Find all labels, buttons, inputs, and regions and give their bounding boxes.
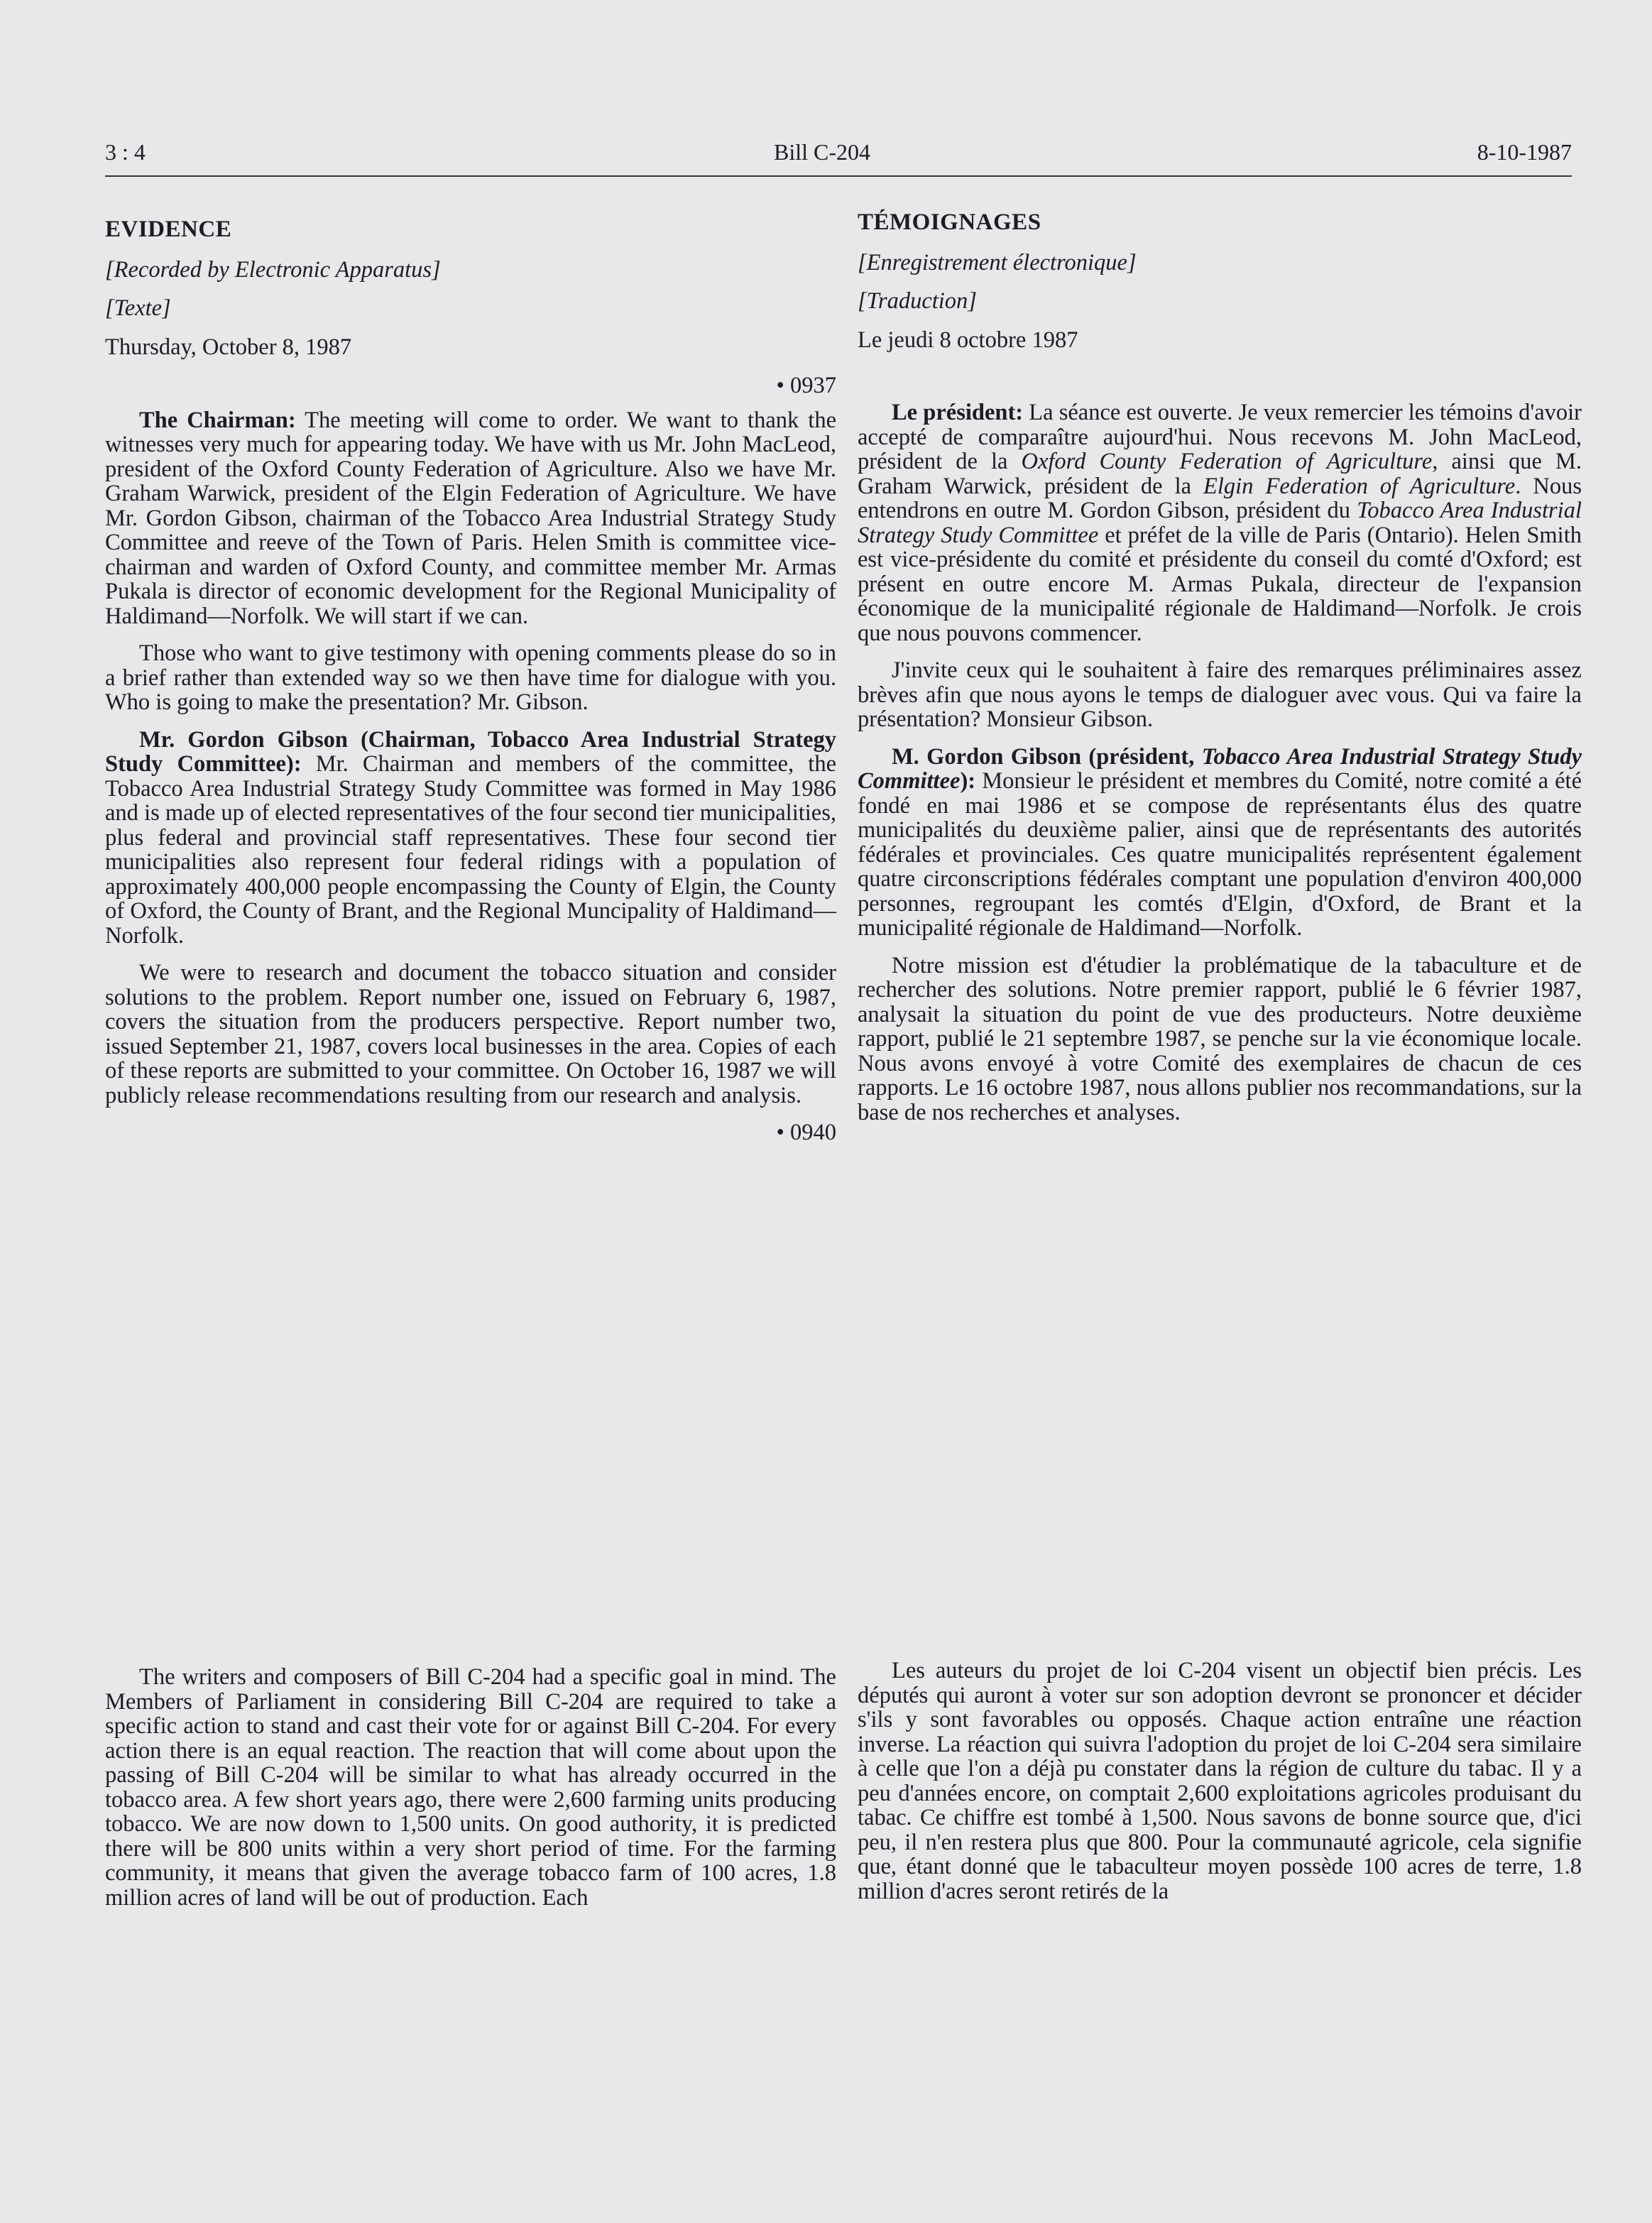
french-paragraph-1 <box>858 400 1582 645</box>
organization-name: Tobacco Area Industrial Strategy Study Committee <box>858 498 1582 548</box>
speaker-label: Le président: <box>892 400 1024 425</box>
organization-name: Elgin Federation of Agriculture <box>1203 473 1516 499</box>
text-note: [Texte] <box>105 295 171 321</box>
english-column-lower <box>105 1665 836 1923</box>
organization-name: Tobacco Area Industrial Strategy Study Committee <box>858 743 1582 794</box>
page-number: 3 : 4 <box>105 139 146 165</box>
speaker-label: Mr. Gordon Gibson (Chairman, Tobacco Area Industrial Strategy Study Committee): <box>105 726 836 777</box>
speaker-label: The Chairman: <box>139 407 296 433</box>
temoignages-heading: TÉMOIGNAGES <box>858 209 1041 235</box>
speaker-close: ): <box>960 768 976 794</box>
header-date: 8-10-1987 <box>1477 139 1572 165</box>
recorded-note: [Recorded by Electronic Apparatus] <box>105 256 441 283</box>
recorded-note-fr: [Enregistrement électronique] <box>858 249 1137 275</box>
english-column <box>105 217 836 1155</box>
paragraph-text: Mr. Chairman and members of the committee, the Tobacco Area Industrial Strategy Study Committee was formed in May 1986 and is made up of elected representatives of the four second tier municipalities, plus federal and provincial staff representatives. These four second tier municipalities also represent four federal ridings with a population of approximately 400,000 people encompassing the County of Elgin, the County of Oxford, the County of Brant, and the Regional Muncipality of Haldimand—Norfolk. <box>105 751 836 949</box>
time-stamp-0937: • 0937 <box>776 373 836 398</box>
meeting-date-fr: Le jeudi 8 octobre 1987 <box>858 327 1078 353</box>
speaker-name: M. Gordon Gibson (président, <box>892 743 1202 770</box>
paragraph-text: The meeting will come to order. We want to thank the witnesses very much for appearing today. We have with us Mr. John MacLeod, president of the Oxford County Federation of Agriculture. Also we have Mr. Graham Warwick, president of the Elgin Federation of Agriculture. We have Mr. Gordon Gibson, chairman of the Tobacco Area Industrial Strategy Study Committee and reeve of the Town of Paris. Helen Smith is committee vice-chairman and warden of Oxford County, and committee member Mr. Armas Pukala is director of economic development for the Regional Municipality of Haldimand—Norfolk. We will start if we can. <box>105 407 836 629</box>
english-paragraph-3 <box>105 728 836 949</box>
english-paragraph-4: We were to research and document the tobacco situation and consider solutions to the problem. Report number one, issued on February 6, 1987, covers the situation from the producers perspective. Report number two, issued September 21, 1987, covers local businesses in the area. Copies of each of these reports are submitted to your committee. On October 16, 1987 we will publicly release recommendations resulting from our research and analysis. <box>105 960 836 1108</box>
paragraph-text: , ainsi que M. Graham Warwick, président de la <box>858 449 1582 499</box>
french-column-lower <box>858 1659 1582 1916</box>
english-paragraph-5: The writers and composers of Bill C-204 had a specific goal in mind. The Members of Parliament in considering Bill C-204 are required to take a specific action to stand and cast their vote for or against Bill C-204. For every action there is an equal reaction. The reaction that will come about upon the passing of Bill C-204 will be similar to what has already occurred in the tobacco area. A few short years ago, there were 2,600 farming units producing tobacco. We are now down to 1,500 units. On good authority, it is predicted there will be 800 units within a very short period of time. For the farming community, it means that given the average tobacco farm of 100 acres, 1.8 million acres of land will be out of production. Each <box>105 1664 836 1911</box>
paragraph-text: La séance est ouverte. Je veux remercier les témoins d'avoir accepté de comparaître aujourd'hui. Nous recevons M. John MacLeod, président de la <box>858 400 1582 474</box>
paragraph-text: et préfet de la ville de Paris (Ontario). Helen Smith est vice-présidente du comité et présidente du conseil du comté d'Oxford; est présent en outre encore M. Armas Pukala, directeur de l'expansion économique de la municipalité régionale de Haldimand—Norfolk. Je crois que nous pouvons commencer. <box>858 522 1582 646</box>
evidence-heading: EVIDENCE <box>105 217 232 242</box>
french-paragraph-4: Notre mission est d'étudier la problématique de la tabaculture et de rechercher des solutions. Notre premier rapport, publié le 6 février 1987, analysait la situation du point de vue des producteurs. Notre deuxième rapport, publié le 21 septembre 1987, se penche sur la vie économique locale. Nous avons envoyé à votre Comité des exemplaires de chacun de ces rapports. Le 16 octobre 1987, nous allons publier nos recommandations, sur la base de nos recherches et analyses. <box>858 952 1582 1125</box>
page-header <box>105 139 1572 175</box>
time-stamp-0940: • 0940 <box>776 1120 836 1145</box>
bill-title: Bill C-204 <box>774 139 871 165</box>
translation-note: [Traduction] <box>858 288 977 314</box>
organization-name: Oxford County Federation of Agriculture <box>1021 449 1433 474</box>
header-rule <box>105 175 1572 177</box>
meeting-date: Thursday, October 8, 1987 <box>105 334 352 360</box>
english-paragraph-2: Those who want to give testimony with opening comments please do so in a brief rather than extended way so we then have time for dialogue with you. Who is going to make the presentation? Mr. Gibson. <box>105 640 836 715</box>
french-paragraph-5: Les auteurs du projet de loi C-204 visent un objectif bien précis. Les députés qui auront à voter sur son adoption devront se prononcer et décider s'ils y sont favorables ou opposés. Chaque action entraîne une réaction inverse. La réaction qui suivra l'adoption du projet de loi C-204 sera similaire à celle que l'on a déjà pu constater dans la région de culture du tabac. Il y a peu d'années encore, on comptait 2,600 exploitations agricoles produisant du tabac. Ce chiffre est tombé à 1,500. Nous savons de bonne source que, d'ici peu, il n'en restera plus que 800. Pour la communauté agricole, cela signifie que, étant donné que le tabaculteur moyen possède 100 acres de terre, 1.8 million d'acres seront retirés de la <box>858 1658 1582 1904</box>
french-paragraph-2: J'invite ceux qui le souhaitent à faire des remarques préliminaires assez brèves afin que nous ayons le temps de dialoguer avec vous. Qui va faire la présentation? Monsieur Gibson. <box>858 657 1582 732</box>
french-column <box>858 210 1582 1137</box>
french-paragraph-3 <box>858 745 1582 941</box>
paragraph-text: . Nous entendrons en outre M. Gordon Gibson, président du <box>858 473 1582 523</box>
paragraph-text: Monsieur le président et membres du Comité, notre comité a été fondé en mai 1986 et se compose de représentants élus des quatre municipalités du deuxième palier, ainsi que de représentants des autorités fédérales et provinciales. Ces quatre municipalités représentent également quatre circonscriptions fédérales comptant une population d'environ 400,000 personnes, regroupant les comtés d'Elgin, d'Oxford, de Brant et la municipalité régionale de Haldimand—Norfolk. <box>858 768 1582 941</box>
english-paragraph-1 <box>105 408 836 629</box>
